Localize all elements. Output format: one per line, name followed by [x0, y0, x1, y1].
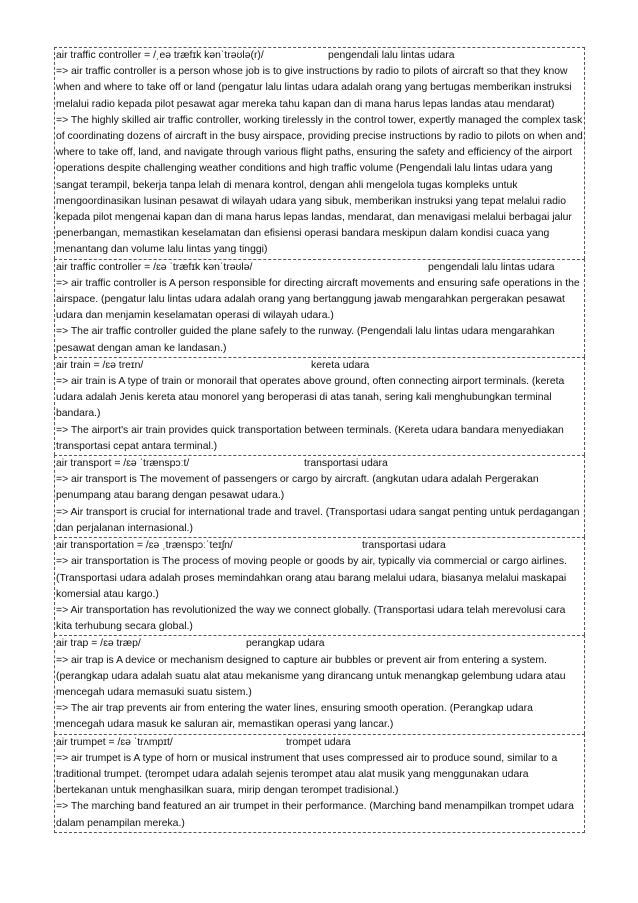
- entry-definition: => air transport is The movement of passengers or cargo by aircraft. (angkutan udara adalah Pergerakan penumpang atau barang dengan pesawat udara.): [56, 474, 539, 502]
- entry-example: => The air traffic controller guided the plane safely to the runway. (Pengendali lalu lintas udara mengarahkan pesawat dengan aman ke landasan.): [56, 326, 555, 354]
- term-translation: transportasi udara: [362, 540, 446, 552]
- vocab-entry: [54, 635, 585, 733]
- term-pronunciation: air traffic controller = /ɛə ˈtræfɪk kənˈtrəʊlə/: [56, 261, 253, 273]
- term-pronunciation: air trumpet = /ɛə ˈtrʌmpɪt/: [56, 736, 173, 748]
- entry-definition: => air train is A type of train or monorail that operates above ground, often connecting airport terminals. (kereta udara adalah Jenis kereta atau monorel yang beroperasi di atas tanah, sering kali menghubungkan terminal bandara.): [56, 376, 565, 420]
- term-translation: perangkap udara: [246, 638, 325, 650]
- entry-definition: => air transportation is The process of moving people or goods by air, typically via commercial or cargo airlines. (Transportasi udara adalah proses memindahkan orang atau barang melalui udara, biasanya melalui maskapai komersial atau kargo.): [56, 556, 567, 600]
- entry-example: => Air transportation has revolutionized the way we connect globally. (Transportasi udara telah merevolusi cara kita terhubung secara global.): [56, 604, 566, 633]
- vocab-entry: [54, 734, 585, 833]
- term-pronunciation: air transport = /ɛə ˈtrænspɔːt/: [56, 458, 190, 470]
- entry-definition: => air trumpet is A type of horn or musical instrument that uses compressed air to produce sound, similar to a traditional trumpet. (terompet udara adalah sejenis terompet atau alat musik yang menggunakan udara bertekanan untuk menghasilkan suara, mirip dengan terompet tradisional.): [56, 752, 558, 797]
- entry-definition: => air traffic controller is a person whose job is to give instructions by radio to pilots of aircraft so that they know when and where to take off or land (pengatur lalu lintas udara adalah orang yang bertugas memberikan instruksi melalui radio kepada pilot pesawat agar mereka tahu kapan dan di mana harus lepas landas atau mendarat): [56, 66, 572, 110]
- term-pronunciation: air transportation = /ɛə ˌtrænspɔːˈteɪʃn/: [56, 540, 233, 552]
- entry-header: [56, 538, 583, 554]
- vocab-entry: [54, 537, 585, 635]
- term-translation: pengendali lalu lintas udara: [428, 261, 555, 273]
- term-pronunciation: air trap = /ɛə træp/: [56, 638, 141, 650]
- entry-header: [56, 260, 583, 276]
- entry-example: => The marching band featured an air trumpet in their performance. (Marching band menampilkan trompet udara dalam penampilan mereka.): [56, 801, 574, 829]
- term-translation: pengendali lalu lintas udara: [328, 50, 455, 61]
- entry-header: [56, 48, 583, 64]
- term-pronunciation: air train = /ɛə treɪn/: [56, 359, 144, 371]
- entry-definition: => air traffic controller is A person responsible for directing aircraft movements and ensuring safe operations in the airspace. (pengatur lalu lintas udara adalah orang yang bertanggung jawab mengarahkan pergerakan pesawat udara dan menjamin keselamatan operasi di wilayah udara.): [56, 277, 580, 322]
- term-translation: trompet udara: [286, 736, 351, 748]
- entry-header: [56, 358, 583, 374]
- entry-header: [56, 735, 583, 751]
- term-pronunciation: air traffic controller = /ˌeə træfɪk kənˈtrəʊlə(r)/: [56, 50, 264, 61]
- vocabulary-document: [54, 47, 585, 833]
- vocab-entry: [54, 259, 585, 357]
- term-translation: kereta udara: [311, 359, 370, 371]
- entry-example: => The air trap prevents air from entering the water lines, ensuring smooth operation. (Perangkap udara mencegah udara masuk ke saluran air, memastikan operasi yang lancar.): [56, 703, 533, 731]
- entry-definition: => air trap is A device or mechanism designed to capture air bubbles or prevent air from entering a system. (perangkap udara adalah suatu alat atau mekanisme yang dirancang untuk menangkap gelembung udara atau mencegah udara memasuki suatu sistem.): [56, 654, 566, 698]
- term-translation: transportasi udara: [304, 458, 388, 470]
- vocab-entry: [54, 357, 585, 455]
- entry-header: [56, 636, 583, 652]
- entry-header: [56, 456, 583, 472]
- entry-example: => The airport's air train provides quick transportation between terminals. (Kereta udara bandara menyediakan transportasi cepat antara terminal.): [56, 424, 564, 452]
- entry-example: => The highly skilled air traffic controller, working tirelessly in the control tower, expertly managed the complex task of coordinating dozens of aircraft in the busy airspace, providing precise instructions by radio to pilots on when and where to take off, land, and navigate through various flight paths, ensuring the safety and efficiency of the airport operations despite challenging weather conditions and high traffic volume (Pengendali lalu lintas udara yang sangat terampil, bekerja tanpa lelah di menara kontrol, dengan ahli mengelola tugas kompleks untuk mengoordinasikan lusinan pesawat di wilayah udara yang sibuk, memberikan instruksi yang tepat melalui radio kepada pilot mengenai kapan dan di mana harus lepas landas, mendarat, dan menavigasi melalui berbagai jalur penerbangan, memastikan keselamatan dan efisiensi operasi bandara meskipun dalam kondisi cuaca yang menantang dan volume lalu lintas yang tinggi): [56, 114, 583, 256]
- vocab-entry: [54, 455, 585, 537]
- entry-example: => Air transport is crucial for international trade and travel. (Transportasi udara sangat penting untuk perdagangan dan perjalanan internasional.): [56, 506, 580, 534]
- vocab-entry: [54, 47, 585, 259]
